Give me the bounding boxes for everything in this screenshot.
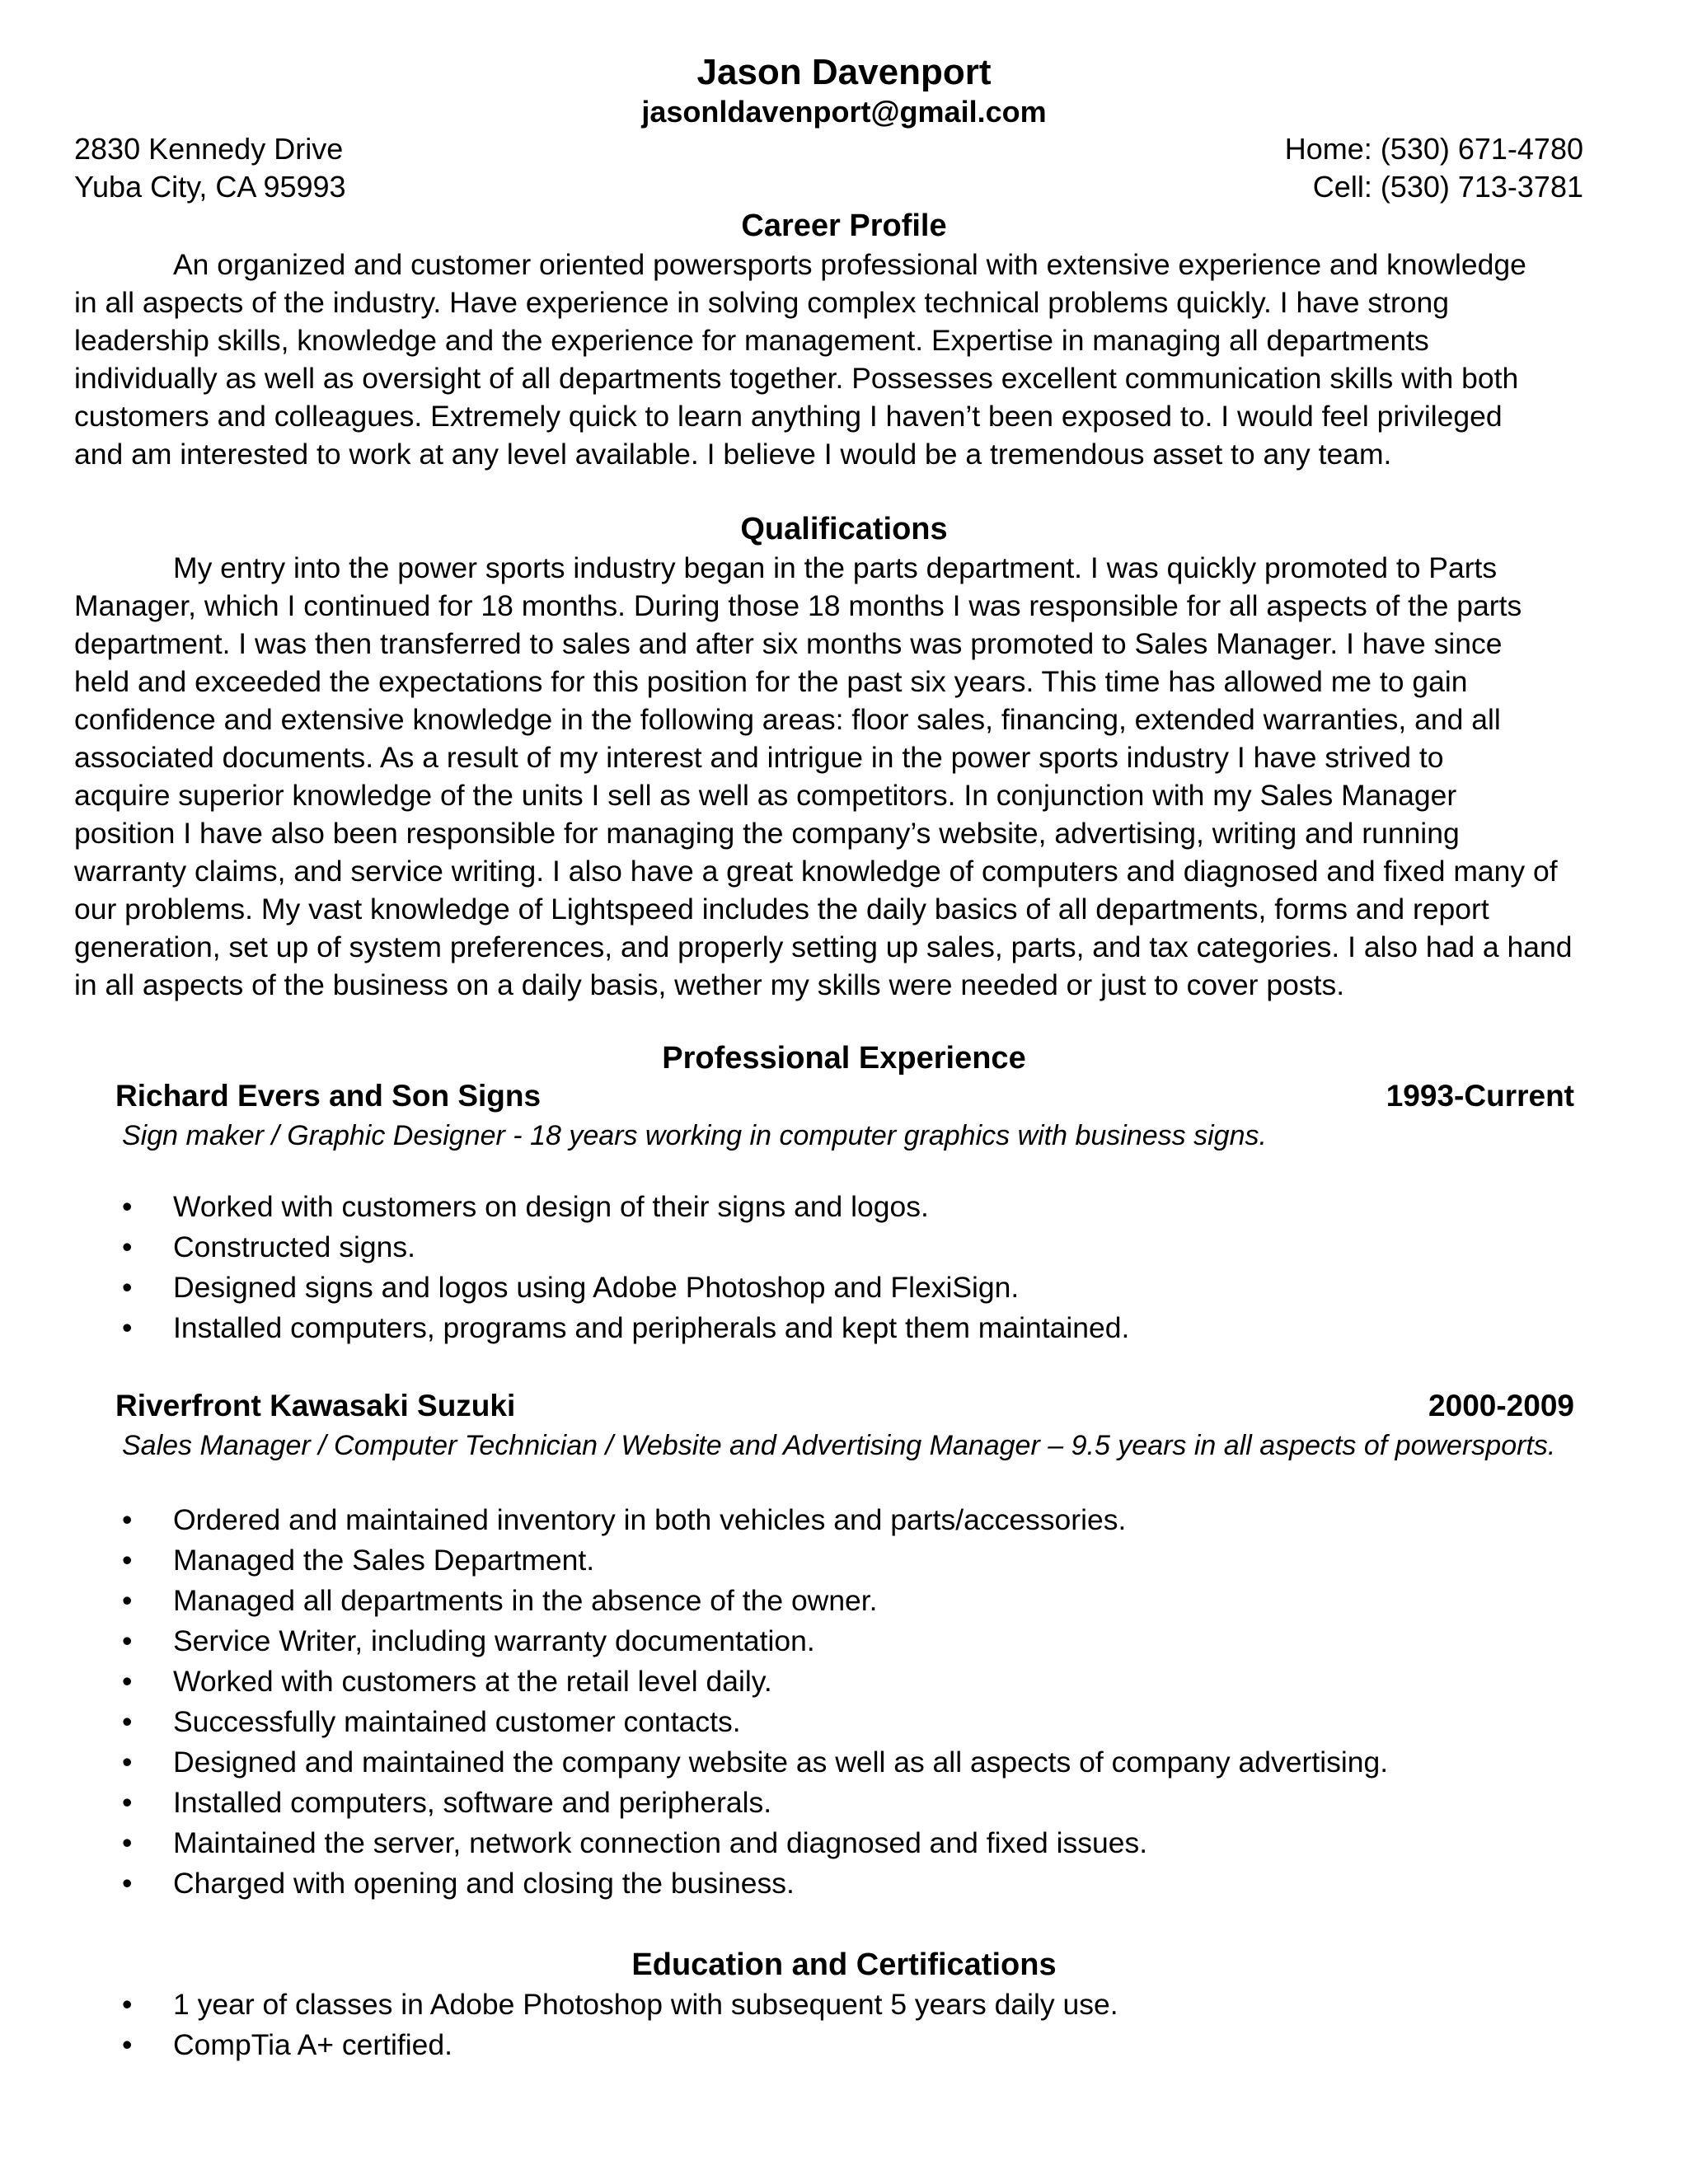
list-item-text: Worked with customers at the retail level daily. — [173, 1665, 772, 1698]
paragraph-line: and am interested to work at any level available. I believe I would be a tremendous asset to any team. — [74, 438, 1392, 471]
list-item-text: Ordered and maintained inventory in both vehicles and parts/accessories. — [173, 1503, 1127, 1536]
job-role: Sales Manager / Computer Technician / Website and Advertising Manager – 9.5 years in all aspects of powersports. — [122, 1430, 1556, 1461]
list-item — [0, 1227, 1688, 1268]
list-item — [0, 1661, 1688, 1702]
job-duties-list — [0, 1500, 1688, 1904]
bullet-icon: • — [122, 1746, 133, 1779]
bullet-icon: • — [122, 1311, 133, 1344]
paragraph-line: leadership skills, knowledge and the experience for management. Expertise in managing all departments — [74, 324, 1429, 357]
bullet-icon: • — [122, 1624, 133, 1657]
list-item-text: Service Writer, including warranty documentation. — [173, 1624, 815, 1657]
list-item — [0, 1702, 1688, 1742]
bullet-icon: • — [122, 1230, 133, 1263]
bullet-icon: • — [122, 1988, 133, 2021]
applicant-name: Jason Davenport — [696, 52, 992, 92]
list-item — [0, 1540, 1688, 1581]
qualifications-heading: Qualifications — [740, 512, 948, 546]
list-item-text: 1 year of classes in Adobe Photoshop with subsequent 5 years daily use. — [173, 1988, 1118, 2021]
list-item-text: CompTia A+ certified. — [173, 2028, 453, 2061]
job-company: Riverfront Kawasaki Suzuki — [115, 1389, 516, 1422]
list-item-text: Maintained the server, network connection and diagnosed and fixed issues. — [173, 1826, 1148, 1859]
career-profile-heading: Career Profile — [741, 209, 947, 243]
experience-heading: Professional Experience — [662, 1041, 1026, 1076]
job-years: 2000-2009 — [1428, 1389, 1574, 1422]
list-item — [0, 1985, 1688, 2025]
applicant-email: jasonldavenport@gmail.com — [641, 95, 1047, 129]
phone-block — [1285, 130, 1583, 206]
bullet-icon: • — [122, 1544, 133, 1577]
paragraph-line: in all aspects of the business on a daily basis, wether my skills were needed or just to cover posts. — [74, 968, 1345, 1001]
job-role: Sign maker / Graphic Designer - 18 years working in computer graphics with business signs. — [122, 1120, 1267, 1151]
bullet-icon: • — [122, 1503, 133, 1536]
list-item — [0, 1187, 1688, 1227]
list-item — [0, 1500, 1688, 1540]
paragraph-line: department. I was then transferred to sales and after six months was promoted to Sales Manager. I have since — [74, 627, 1503, 660]
list-item — [0, 1863, 1688, 1904]
education-heading: Education and Certifications — [631, 1947, 1057, 1982]
paragraph-line: generation, set up of system preferences, and properly setting up sales, parts, and tax categories. I also had a hand — [74, 930, 1573, 963]
paragraph-line: My entry into the power sports industry began in the parts department. I was quickly promoted to Parts — [173, 551, 1498, 584]
list-item — [0, 1308, 1688, 1348]
paragraph-line: warranty claims, and service writing. I also have a great knowledge of computers and diagnosed and fixed many of — [74, 855, 1558, 888]
list-item-text: Installed computers, software and peripherals. — [173, 1786, 772, 1819]
list-item-text: Designed and maintained the company website as well as all aspects of company advertising. — [173, 1746, 1389, 1779]
bullet-icon: • — [122, 2028, 133, 2061]
list-item — [0, 1581, 1688, 1621]
list-item — [0, 1742, 1688, 1783]
paragraph-line: held and exceeded the expectations for this position for the past six years. This time has allowed me to gain — [74, 665, 1468, 698]
education-list — [0, 1985, 1688, 2065]
list-item — [0, 1823, 1688, 1863]
list-item-text: Worked with customers on design of their signs and logos. — [173, 1190, 929, 1223]
list-item-text: Successfully maintained customer contacts. — [173, 1705, 741, 1738]
bullet-icon: • — [122, 1190, 133, 1223]
paragraph-line: position I have also been responsible for managing the company’s website, advertising, writing and running — [74, 817, 1460, 850]
list-item-text: Designed signs and logos using Adobe Photoshop and FlexiSign. — [173, 1271, 1020, 1304]
job-duties-list — [0, 1187, 1688, 1348]
address-line-2: Yuba City, CA 95993 — [74, 170, 346, 204]
list-item-text: Constructed signs. — [173, 1230, 416, 1263]
home-phone: Home: (530) 671-4780 — [1284, 132, 1583, 166]
paragraph-line: individually as well as oversight of all departments together. Possesses excellent communication skills with both — [74, 362, 1519, 395]
bullet-icon: • — [122, 1271, 133, 1304]
list-item-text: Charged with opening and closing the business. — [173, 1867, 795, 1900]
paragraph-line: An organized and customer oriented powersports professional with extensive experience and knowledge — [173, 248, 1526, 281]
list-item — [0, 1621, 1688, 1661]
paragraph-line: our problems. My vast knowledge of Lightspeed includes the daily basics of all departments, forms and report — [74, 893, 1489, 926]
list-item-text: Installed computers, programs and peripherals and kept them maintained. — [173, 1311, 1130, 1344]
bullet-icon: • — [122, 1665, 133, 1698]
cell-phone: Cell: (530) 713-3781 — [1312, 170, 1583, 204]
list-item — [0, 1783, 1688, 1823]
qualifications-paragraph — [74, 549, 1615, 1004]
job-years: 1993-Current — [1386, 1079, 1574, 1113]
paragraph-line: associated documents. As a result of my interest and intrigue in the power sports industry I have strived to — [74, 741, 1444, 774]
bullet-icon: • — [122, 1867, 133, 1900]
paragraph-line: customers and colleagues. Extremely quick to learn anything I haven’t been exposed to. I would feel privileged — [74, 400, 1503, 433]
bullet-icon: • — [122, 1826, 133, 1859]
bullet-icon: • — [122, 1584, 133, 1617]
list-item — [0, 1268, 1688, 1308]
bullet-icon: • — [122, 1786, 133, 1819]
paragraph-line: acquire superior knowledge of the units I sell as well as competitors. In conjunction with my Sales Manager — [74, 779, 1457, 812]
job-company: Richard Evers and Son Signs — [115, 1079, 542, 1113]
address-block — [74, 130, 346, 206]
list-item-text: Managed all departments in the absence of the owner. — [173, 1584, 878, 1617]
list-item — [0, 2025, 1688, 2065]
bullet-icon: • — [122, 1705, 133, 1738]
address-line-1: 2830 Kennedy Drive — [74, 132, 344, 166]
career-profile-paragraph — [74, 246, 1615, 473]
list-item-text: Managed the Sales Department. — [173, 1544, 595, 1577]
paragraph-line: Manager, which I continued for 18 months. During those 18 months I was responsible for all aspects of the parts — [74, 589, 1522, 622]
paragraph-line: in all aspects of the industry. Have experience in solving complex technical problems quickly. I have strong — [74, 286, 1450, 319]
paragraph-line: confidence and extensive knowledge in the following areas: floor sales, financing, extended warranties, and all — [74, 703, 1501, 736]
